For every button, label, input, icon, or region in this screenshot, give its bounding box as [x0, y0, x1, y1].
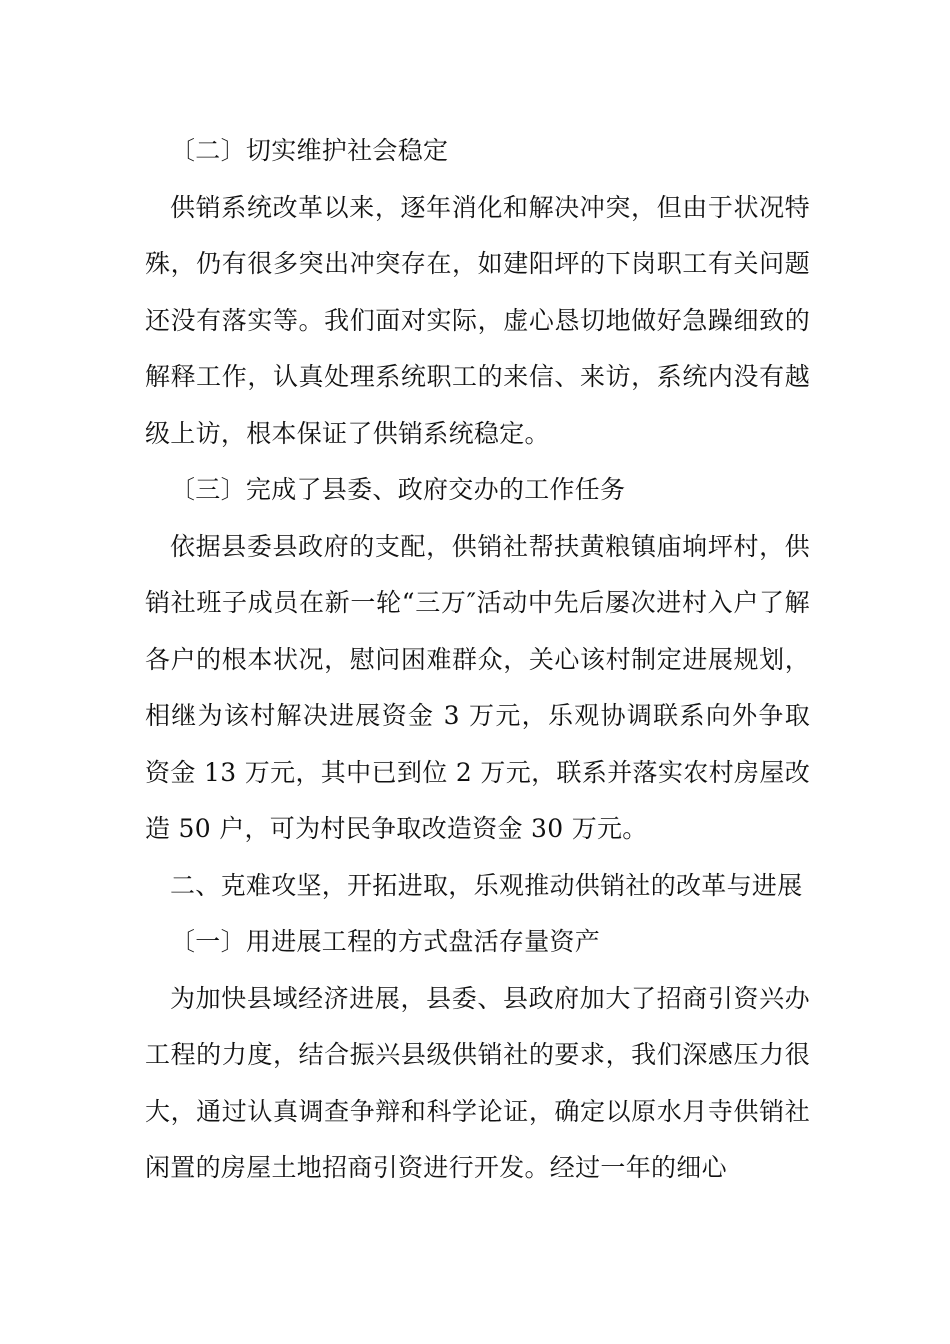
section-heading-social-stability: 〔二〕切实维护社会稳定 — [170, 136, 449, 165]
document-body — [145, 123, 810, 1197]
paragraph-asset-activation: 为加快县域经济进展，县委、县政府加大了招商引资兴办工程的力度，结合振兴县级供销社的要求，我们深感压力很大，通过认真调查争辩和科学论证，确定以原水月寺供销社闲置的房屋土地招商引资进行开发。经过一年的细心 — [145, 983, 810, 1182]
section-heading-assigned-tasks: 〔三〕完成了县委、政府交办的工作任务 — [170, 475, 626, 504]
paragraph-social-stability: 供销系统改革以来，逐年消化和解决冲突，但由于状况特殊，仍有很多突出冲突存在，如建阳坪的下岗职工有关问题还没有落实等。我们面对实际，虚心恳切地做好急躁细致的解释工作，认真处理系统职工的来信、来访，系统内没有越级上访，根本保证了供销系统稳定。 — [145, 192, 810, 448]
paragraph-assigned-tasks: 依据县委县政府的支配，供销社帮扶黄粮镇庙垧坪村，供销社班子成员在新一轮“三万″活动中先后屡次进村入户了解各户的根本状况，慰问困难群众，关心该村制定进展规划，相继为该村解决进展资金 3 万元，乐观协调联系向外争取资金 13 万元，其中已到位 2 万元，联系并落实农村房屋改造 50 户，可为村民争取改造资金 30 万元。 — [145, 531, 810, 843]
chapter-heading-reform: 二、克难攻坚，开拓进取，乐观推动供销社的改革与进展 — [170, 870, 803, 900]
section-heading-asset-activation: 〔一〕用进展工程的方式盘活存量资产 — [170, 927, 601, 956]
